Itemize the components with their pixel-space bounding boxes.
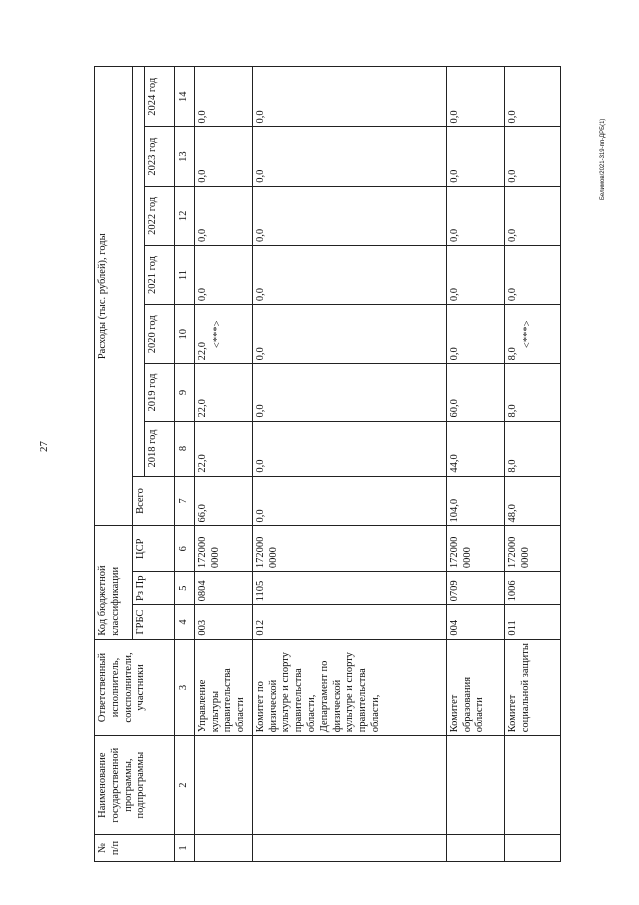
col-number: 5	[175, 572, 195, 605]
header-2018: 2018 год	[145, 421, 175, 476]
header-rzpr: Рз Пр	[133, 572, 175, 605]
header-expenses: Расходы (тыс. рублей), годы	[95, 67, 133, 526]
row-2020	[504, 305, 560, 364]
header-no: № п/п	[95, 835, 175, 862]
expenses-table	[94, 66, 561, 862]
row-2023: 0,0	[504, 127, 560, 186]
col-number: 3	[175, 639, 195, 736]
col-number: 12	[175, 186, 195, 245]
row-2020	[446, 305, 504, 364]
row-2023: 0,0	[252, 127, 446, 186]
col-number: 6	[175, 526, 195, 572]
table-row	[446, 67, 504, 862]
row-rzpr: 1105	[252, 572, 446, 605]
col-number: 11	[175, 245, 195, 304]
page-number: 27	[38, 441, 50, 452]
row-2021: 0,0	[446, 245, 504, 304]
col-number: 10	[175, 305, 195, 364]
header-years-band	[133, 67, 145, 477]
header-2020: 2020 год	[145, 305, 175, 364]
row-2021: 0,0	[252, 245, 446, 304]
row-2020-value: 22,0	[196, 342, 208, 361]
row-2023: 0,0	[194, 127, 252, 186]
footnote-mark: <***>	[211, 320, 223, 349]
row-2022: 0,0	[194, 186, 252, 245]
header-budget-code: Код бюджетной классификации	[95, 526, 133, 639]
col-number: 9	[175, 364, 195, 421]
column-numbers-row	[175, 67, 195, 862]
row-2020	[252, 305, 446, 364]
row-2021: 0,0	[504, 245, 560, 304]
row-name	[194, 736, 252, 835]
row-rzpr: 0804	[194, 572, 252, 605]
row-grbs: 003	[194, 605, 252, 639]
col-number: 2	[175, 736, 195, 835]
row-2020-value: 8,0	[506, 347, 518, 361]
row-total: 66,0	[194, 476, 252, 526]
row-csr: 172000 0000	[252, 526, 446, 572]
document-footer: Белимов/2021-319-пп-ДРБ(1)	[600, 118, 606, 200]
table-row	[194, 67, 252, 862]
row-grbs: 012	[252, 605, 446, 639]
row-total: 0,0	[252, 476, 446, 526]
row-responsible: Управление культуры правительства области	[194, 639, 252, 736]
col-number: 14	[175, 67, 195, 128]
row-2024: 0,0	[504, 67, 560, 128]
row-grbs: 004	[446, 605, 504, 639]
rotated-table-area	[94, 66, 614, 862]
row-csr: 172000 0000	[504, 526, 560, 572]
header-responsible: Ответственный исполнитель, соисполнители, участники	[95, 639, 175, 736]
row-no	[252, 835, 446, 862]
row-2022: 0,0	[252, 186, 446, 245]
row-grbs: 011	[504, 605, 560, 639]
row-2018: 0,0	[252, 421, 446, 476]
row-2019: 8,0	[504, 364, 560, 421]
row-2018: 8,0	[504, 421, 560, 476]
row-responsible: Комитет социальной защиты	[504, 639, 560, 736]
col-number: 13	[175, 127, 195, 186]
header-2019: 2019 год	[145, 364, 175, 421]
row-rzpr: 1006	[504, 572, 560, 605]
row-no	[504, 835, 560, 862]
row-total: 48,0	[504, 476, 560, 526]
row-2022: 0,0	[504, 186, 560, 245]
row-total: 104,0	[446, 476, 504, 526]
header-2022: 2022 год	[145, 186, 175, 245]
header-2023: 2023 год	[145, 127, 175, 186]
row-2024: 0,0	[252, 67, 446, 128]
row-name	[252, 736, 446, 835]
row-rzpr: 0709	[446, 572, 504, 605]
row-2018: 22,0	[194, 421, 252, 476]
row-2019: 60,0	[446, 364, 504, 421]
header-grbs: ГРБС	[133, 605, 175, 639]
row-2024: 0,0	[194, 67, 252, 128]
row-2023: 0,0	[446, 127, 504, 186]
col-number: 8	[175, 421, 195, 476]
table-row	[252, 67, 446, 862]
row-2020-value: 0,0	[254, 347, 266, 361]
row-no	[194, 835, 252, 862]
row-2019: 22,0	[194, 364, 252, 421]
footnote-mark: <***>	[521, 320, 533, 349]
row-2022: 0,0	[446, 186, 504, 245]
col-number: 1	[175, 835, 195, 862]
row-no	[446, 835, 504, 862]
row-2024: 0,0	[446, 67, 504, 128]
row-csr: 172000 0000	[446, 526, 504, 572]
row-2019: 0,0	[252, 364, 446, 421]
col-number: 7	[175, 476, 195, 526]
row-name	[446, 736, 504, 835]
header-name: Наименование государственной программы, подпрограммы	[95, 736, 175, 835]
row-2018: 44,0	[446, 421, 504, 476]
row-name	[504, 736, 560, 835]
header-2021: 2021 год	[145, 245, 175, 304]
row-csr: 172000 0000	[194, 526, 252, 572]
row-responsible: Комитет образования области	[446, 639, 504, 736]
header-2024: 2024 год	[145, 67, 175, 128]
header-total: Всего	[133, 476, 175, 526]
col-number: 4	[175, 605, 195, 639]
row-2021: 0,0	[194, 245, 252, 304]
header-csr: ЦСР	[133, 526, 175, 572]
row-2020-value: 0,0	[448, 347, 460, 361]
table-row	[504, 67, 560, 862]
row-responsible: Комитет по физической культуре и спорту правительства области, Департамент по физической культуре и спорту правительства области,	[252, 639, 446, 736]
row-2020	[194, 305, 252, 364]
